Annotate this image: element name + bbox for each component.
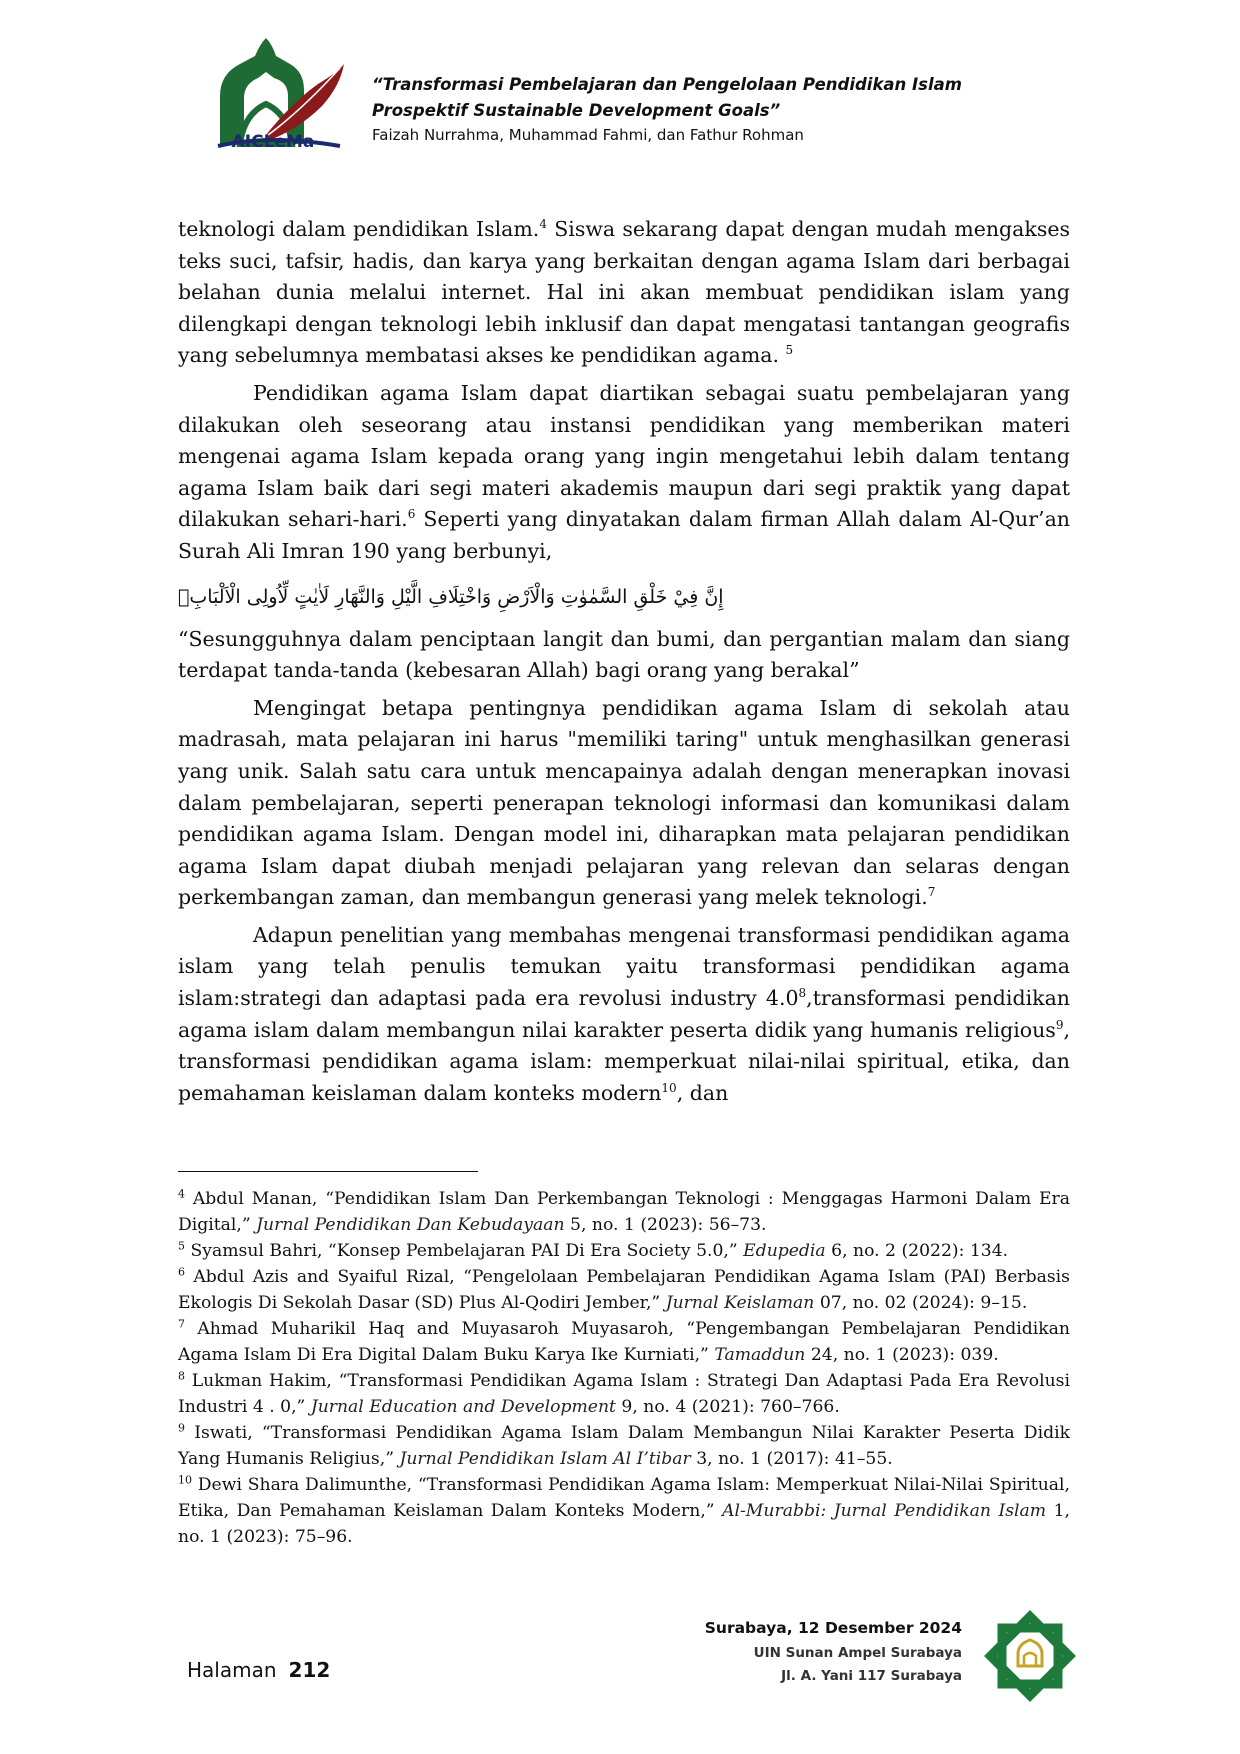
paragraph-text: , transformasi pendidikan agama islam: memperkuat nilai-nilai spiritual, etika, dan pemahaman keislaman dalam konteks modern	[178, 1017, 1070, 1105]
journal-name: Edupedia	[743, 1241, 826, 1261]
uin-sunan-ampel-logo	[984, 1610, 1076, 1702]
footer-date: Surabaya, 12 Desember 2024	[704, 1619, 962, 1637]
footer-address: Jl. A. Yani 117 Surabaya	[781, 1668, 962, 1684]
footnote-tail: 5, no. 1 (2023): 56–73.	[564, 1215, 767, 1235]
paragraph-text: Mengingat betapa pentingnya pendidikan agama Islam di sekolah atau madrasah, mata pelajaran ini harus "memiliki taring" untuk menghasilkan generasi yang unik. Salah satu cara untuk mencapainya adalah dengan menerapkan inovasi dalam pembelajaran, seperti penerapan teknologi informasi dan komunikasi dalam pendidikan agama Islam. Dengan model ini, diharapkan mata pelajaran pendidikan agama Islam dapat diubah menjadi pelajaran yang relevan dan selaras dengan perkembangan zaman, dan membangun generasi yang melek teknologi.	[178, 695, 1070, 910]
title-line-1: “Transformasi Pembelajaran dan Pengelolaan Pendidikan Islam	[372, 75, 962, 94]
footnote-number: 9	[178, 1421, 185, 1435]
paragraph-text: Seperti yang dinyatakan dalam firman Allah dalam Al-Qur’an Surah Ali Imran 190 yang berbunyi,	[178, 507, 1071, 563]
paragraph-text: teknologi dalam pendidikan Islam.	[178, 217, 540, 241]
footnote-text: Syamsul Bahri, “Konsep Pembelajaran PAI Di Era Society 5.0,”	[190, 1241, 744, 1261]
paragraph-text: Adapun penelitian yang membahas mengenai transformasi pendidikan agama islam yang telah penulis temukan yaitu transformasi pendidikan agama islam:strategi dan adaptasi pada era revolusi industry 4.0	[178, 922, 1070, 1011]
footer-institution: UIN Sunan Ampel Surabaya	[753, 1645, 962, 1661]
proceedings-title	[372, 72, 1092, 124]
journal-name: Jurnal Pendidikan Dan Kebudayaan	[256, 1215, 565, 1235]
page-word: Halaman	[187, 1658, 277, 1682]
footnote-number: 7	[178, 1317, 185, 1331]
footer-venue	[640, 1615, 962, 1687]
paragraph-text: Siswa sekarang dapat dengan mudah mengakses teks suci, tafsir, hadis, dan karya yang berkaitan dengan agama Islam dari berbagai belahan dunia melalui internet. Hal ini akan membuat pendidikan islam yang dilengkapi dengan teknologi lebih inklusif dan dapat mengatasi tantangan geografis yang sebelumnya membatasi akses ke pendidikan agama.	[178, 217, 1070, 368]
footnote-6	[178, 1264, 1070, 1316]
footnote-tail: 24, no. 1 (2023): 039.	[805, 1345, 999, 1365]
quran-verse-arabic: إِنَّ فِيْ خَلْقِ السَّمٰوٰتِ وَالْاَرْضِ وَاخْتِلَافِ الَّيْلِ وَالنَّهَارِ لَاٰيٰتٍ لِّاُولِى الْاَلْبَابِۙ	[178, 585, 724, 608]
footnote-text: Iswati, “Transformasi Pendidikan Agama Islam Dalam Membangun Nilai Karakter Peserta Didik Yang Humanis Religius,”	[178, 1423, 1070, 1469]
paragraph-1	[178, 214, 1070, 372]
title-line-2: Prospektif Sustainable Development Goals”	[372, 101, 781, 120]
authors: Faizah Nurrahma, Muhammad Fahmi, dan Fathur Rohman	[372, 126, 804, 144]
footnote-number: 8	[178, 1369, 185, 1383]
footnote-4	[178, 1186, 1070, 1238]
footnote-number: 5	[178, 1239, 185, 1253]
footnote-number: 6	[178, 1265, 185, 1279]
footnote-ref[interactable]: 8	[798, 986, 807, 1001]
footnote-number: 10	[178, 1473, 192, 1487]
journal-name: Jurnal Education and Development	[310, 1397, 616, 1417]
footnote-number: 4	[178, 1187, 185, 1201]
main-text	[178, 214, 1070, 1115]
footnote-tail: 9, no. 4 (2021): 760–766.	[615, 1397, 840, 1417]
journal-name: Al-Murabbi: Jurnal Pendidikan Islam	[722, 1501, 1047, 1521]
footnote-tail: 07, no. 02 (2024): 9–15.	[814, 1293, 1028, 1313]
journal-name: Jurnal Keislaman	[665, 1293, 815, 1313]
page-number-label	[187, 1658, 330, 1682]
footnote-10	[178, 1472, 1070, 1550]
footnote-ref[interactable]: 7	[927, 885, 936, 900]
footnote-ref[interactable]: 9	[1055, 1017, 1064, 1032]
footnote-9	[178, 1420, 1070, 1472]
footnote-8	[178, 1368, 1070, 1420]
footnote-7	[178, 1316, 1070, 1368]
footnote-tail: 6, no. 2 (2022): 134.	[825, 1241, 1009, 1261]
footnote-5	[178, 1238, 1070, 1264]
footnote-text: Dewi Shara Dalimunthe, “Transformasi Pendidikan Agama Islam: Memperkuat Nilai-Nilai Spiritual, Etika, Dan Pemahaman Keislaman Dalam Konteks Modern,”	[178, 1475, 1070, 1521]
footnote-ref[interactable]: 6	[407, 507, 416, 522]
verse-translation: “Sesungguhnya dalam penciptaan langit dan bumi, dan pergantian malam dan siang terdapat tanda-tanda (kebesaran Allah) bagi orang yang berakal”	[178, 626, 1070, 683]
footnote-text: Lukman Hakim, “Transformasi Pendidikan Agama Islam : Strategi Dan Adaptasi Pada Era Revolusi Industri 4 . 0,”	[178, 1371, 1070, 1417]
logo-text: AICLeMa	[231, 132, 315, 152]
footnote-separator	[178, 1171, 478, 1172]
footnote-text: Abdul Manan, “Pendidikan Islam Dan Perkembangan Teknologi : Menggagas Harmoni Dalam Era Digital,”	[178, 1189, 1071, 1235]
footnotes	[178, 1186, 1070, 1550]
footnote-text: Abdul Azis and Syaiful Rizal, “Pengelolaan Pembelajaran Pendidikan Agama Islam (PAI) Berbasis Ekologis Di Sekolah Dasar (SD) Plus Al-Qodiri Jember,”	[178, 1267, 1070, 1313]
paragraph-3	[178, 693, 1070, 914]
footnote-ref[interactable]: 10	[661, 1081, 677, 1096]
paragraph-4	[178, 920, 1070, 1110]
paragraph-text: , dan	[676, 1080, 729, 1105]
paragraph-2	[178, 378, 1070, 568]
footnote-tail: 1, no. 1 (2023): 75–96.	[178, 1501, 1070, 1547]
page-number: 212	[288, 1658, 331, 1682]
footnote-ref[interactable]: 5	[785, 343, 794, 358]
journal-name: Jurnal Pendidikan Islam Al I’tibar	[399, 1449, 691, 1469]
paragraph-text: ,transformasi pendidikan agama islam dalam membangun nilai karakter peserta didik yang humanis religious	[178, 986, 1070, 1042]
journal-name: Tamaddun	[714, 1345, 806, 1365]
footnote-text: Ahmad Muharikil Haq and Muyasaroh Muyasaroh, “Pengembangan Pembelajaran Pendidikan Agama Islam Di Era Digital Dalam Buku Karya Ike Kurniati,”	[178, 1319, 1070, 1365]
footnote-ref[interactable]: 4	[539, 217, 547, 232]
footnote-tail: 3, no. 1 (2017): 41–55.	[690, 1449, 893, 1469]
paragraph-text: Pendidikan agama Islam dapat diartikan sebagai suatu pembelajaran yang dilakukan oleh seseorang atau instansi pendidikan yang memberikan materi mengenai agama Islam kepada orang yang ingin mengetahui lebih dalam tentang agama Islam baik dari segi materi akademis maupun dari segi praktik yang dapat dilakukan sehari-hari.	[178, 380, 1070, 532]
